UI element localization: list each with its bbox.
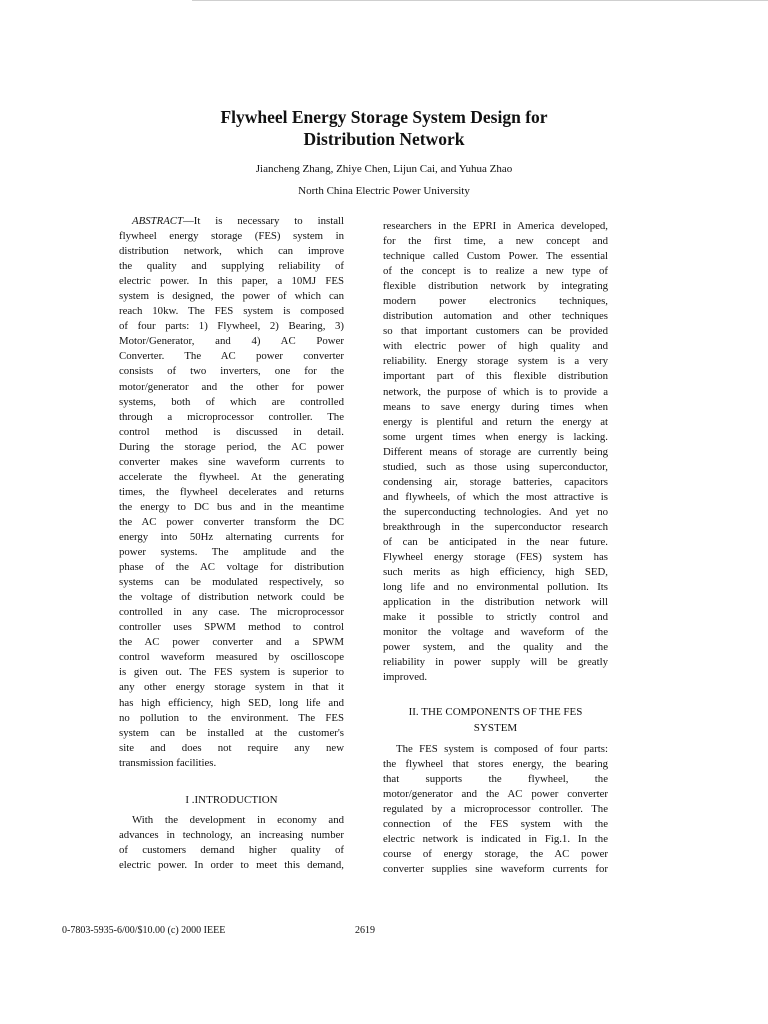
text-line: is given out. The FES system is superior to: [119, 666, 344, 679]
text-line: reliability in power supply will be greatly: [383, 656, 608, 669]
text-line: important part of this flexible distribution: [383, 370, 608, 383]
text-line: reach 10kw. The FES system is composed: [119, 305, 344, 318]
text-line: The FES system is composed of four parts:: [396, 742, 608, 755]
text-line: no pollution to the environment. The FES: [119, 711, 344, 724]
text-line: the AC power converter and a SPWM: [119, 636, 344, 649]
text-line: has high efficiency, high SED, long life and: [119, 696, 344, 709]
text-line: the AC power converter transform the DC: [119, 515, 344, 528]
text-line: course of energy storage, the AC power: [383, 847, 608, 860]
text-line: Different means of storage are currently being: [383, 445, 608, 458]
text-line: long life and no environmental pollution. Its: [383, 581, 608, 594]
text-line: converter supplies sine waveform currents for: [383, 862, 608, 875]
text-line: the flywheel that stores energy, the bearing: [383, 757, 608, 770]
paper-title: [150, 106, 618, 150]
intro-heading: I .INTRODUCTION: [185, 793, 278, 806]
top-rule: [192, 0, 768, 1]
text-line: phase of the AC voltage for distribution: [119, 561, 344, 574]
text-line: controlled in any case. The microprocessor: [119, 606, 344, 619]
text-line: controller uses SPWM method to control: [119, 621, 344, 634]
text-line: With the development in economy and: [132, 813, 344, 826]
text-line: Motor/Generator, and 4) AC Power: [119, 335, 344, 348]
text-line: application in the distribution network will: [383, 596, 608, 609]
text-line: regulated by a microprocessor controller. The: [383, 802, 608, 815]
text-line: technique called Custom Power. The essential: [383, 250, 608, 263]
text-line: power systems. The amplitude and the: [119, 546, 344, 559]
text-line: converter makes sine waveform currents to: [119, 455, 344, 468]
text-line: electric power. In this paper, a 10MJ FES: [119, 275, 344, 288]
abstract-first-line-text: —It is necessary to install: [183, 215, 344, 227]
text-line: Flywheel energy storage (FES) system has: [383, 551, 608, 564]
text-line: During the storage period, the AC power: [119, 440, 344, 453]
text-line: the superconducting technologies. And yet no: [383, 505, 608, 518]
affiliation: North China Electric Power University: [298, 185, 470, 197]
right-column-body: [383, 219, 608, 685]
text-line: any other energy storage system in that it: [119, 681, 344, 694]
text-line: energy is plentiful and return the energy at: [383, 415, 608, 428]
text-line: with electric power of high quality and: [383, 340, 608, 353]
text-line: network, the purpose of which is to provide a: [383, 385, 608, 398]
text-line: researchers in the EPRI in America developed,: [383, 220, 608, 232]
text-line: flexible distribution network by integrating: [383, 280, 608, 293]
text-line: times, the flywheel decelerates and returns: [119, 485, 344, 498]
copyright-notice: 0-7803-5935-6/00/$10.00 (c) 2000 IEEE: [62, 925, 226, 936]
text-line: consists of two inverters, one for the: [119, 365, 344, 378]
abstract-label: ABSTRACT: [132, 215, 183, 227]
text-line: some urgent times when energy is lacking.: [383, 430, 608, 443]
text-line: systems can be modulated respectively, so: [119, 576, 344, 589]
text-line: for the first time, a new concept and: [383, 235, 608, 248]
text-line: Converter. The AC power converter: [119, 350, 344, 363]
text-line: energy into 50Hz alternating currents for: [119, 530, 344, 543]
text-line: flywheel energy storage (FES) system in: [119, 230, 344, 243]
text-line: of four parts: 1) Flywheel, 2) Bearing, 3): [119, 320, 344, 333]
text-line: modern power electronics techniques,: [383, 295, 608, 308]
text-line: connection of the FES system with the: [383, 817, 608, 830]
text-line: make it possible to strictly control and: [383, 611, 608, 624]
text-line: system can be installed at the customer's: [119, 726, 344, 739]
title-line-2: Distribution Network: [303, 129, 465, 149]
text-line: the energy to DC bus and in the meantime: [119, 500, 344, 513]
text-line: power system, and the quality and the: [383, 641, 608, 654]
abstract-body: [119, 229, 344, 771]
intro-body: [119, 813, 344, 873]
text-line: systems, both of which are controlled: [119, 395, 344, 408]
section2-body: [383, 742, 608, 877]
text-line: of can be anticipated in the near future.: [383, 535, 608, 548]
text-line: distribution network, which can improve: [119, 245, 344, 258]
text-line: motor/generator and the AC power converter: [383, 787, 608, 800]
text-line: means to save energy during times when: [383, 400, 608, 413]
text-line: monitor the voltage and waveform of the: [383, 626, 608, 639]
abstract-first-line: [119, 214, 344, 229]
text-line: site and does not require any new: [119, 741, 344, 754]
text-line: control method is discussed in detail.: [119, 425, 344, 438]
text-line: control waveform measured by oscilloscope: [119, 651, 344, 664]
text-line: through a microprocessor controller. The: [119, 410, 344, 423]
text-line: advances in technology, an increasing number: [119, 828, 344, 841]
text-line: studied, such as those using superconductor,: [383, 460, 608, 473]
text-line: and flywheels, of which the most attractive is: [383, 490, 608, 503]
section2-heading-line-1: II. THE COMPONENTS OF THE FES: [408, 706, 583, 719]
page-number: 2619: [355, 925, 375, 936]
text-line: of customers demand higher quality of: [119, 843, 344, 856]
text-line: the voltage of distribution network could be: [119, 591, 344, 604]
authors: Jiancheng Zhang, Zhiye Chen, Lijun Cai, and Yuhua Zhao: [255, 163, 513, 175]
section2-heading-line-2: SYSTEM: [473, 721, 518, 734]
left-column: [119, 214, 344, 873]
text-line: electric power. In order to meet this demand,: [119, 858, 344, 871]
text-line: the quality and supplying reliability of: [119, 260, 344, 273]
text-line: improved.: [383, 671, 428, 684]
text-line: of the concept is to realize a new type of: [383, 265, 608, 278]
text-line: reliability. Energy storage system is a very: [383, 355, 608, 368]
right-column: [383, 219, 608, 877]
text-line: electric network is indicated in Fig.1. In the: [383, 832, 608, 845]
text-line: accelerate the flywheel. At the generating: [119, 470, 344, 483]
text-line: motor/generator and the other for power: [119, 380, 344, 393]
text-line: so that important customers can be provided: [383, 325, 608, 338]
text-line: that supports the flywheel, the: [383, 772, 608, 785]
text-line: system is designed, the power of which can: [119, 290, 344, 303]
text-line: distribution automation and other techniques: [383, 310, 608, 323]
text-line: such merits as high efficiency, high SED,: [383, 566, 608, 579]
title-line-1: Flywheel Energy Storage System Design for: [220, 107, 548, 127]
text-line: breakthrough in the superconductor research: [383, 520, 608, 533]
text-line: condensing air, storage batteries, capacitors: [383, 475, 608, 488]
text-line: transmission facilities.: [119, 756, 217, 769]
